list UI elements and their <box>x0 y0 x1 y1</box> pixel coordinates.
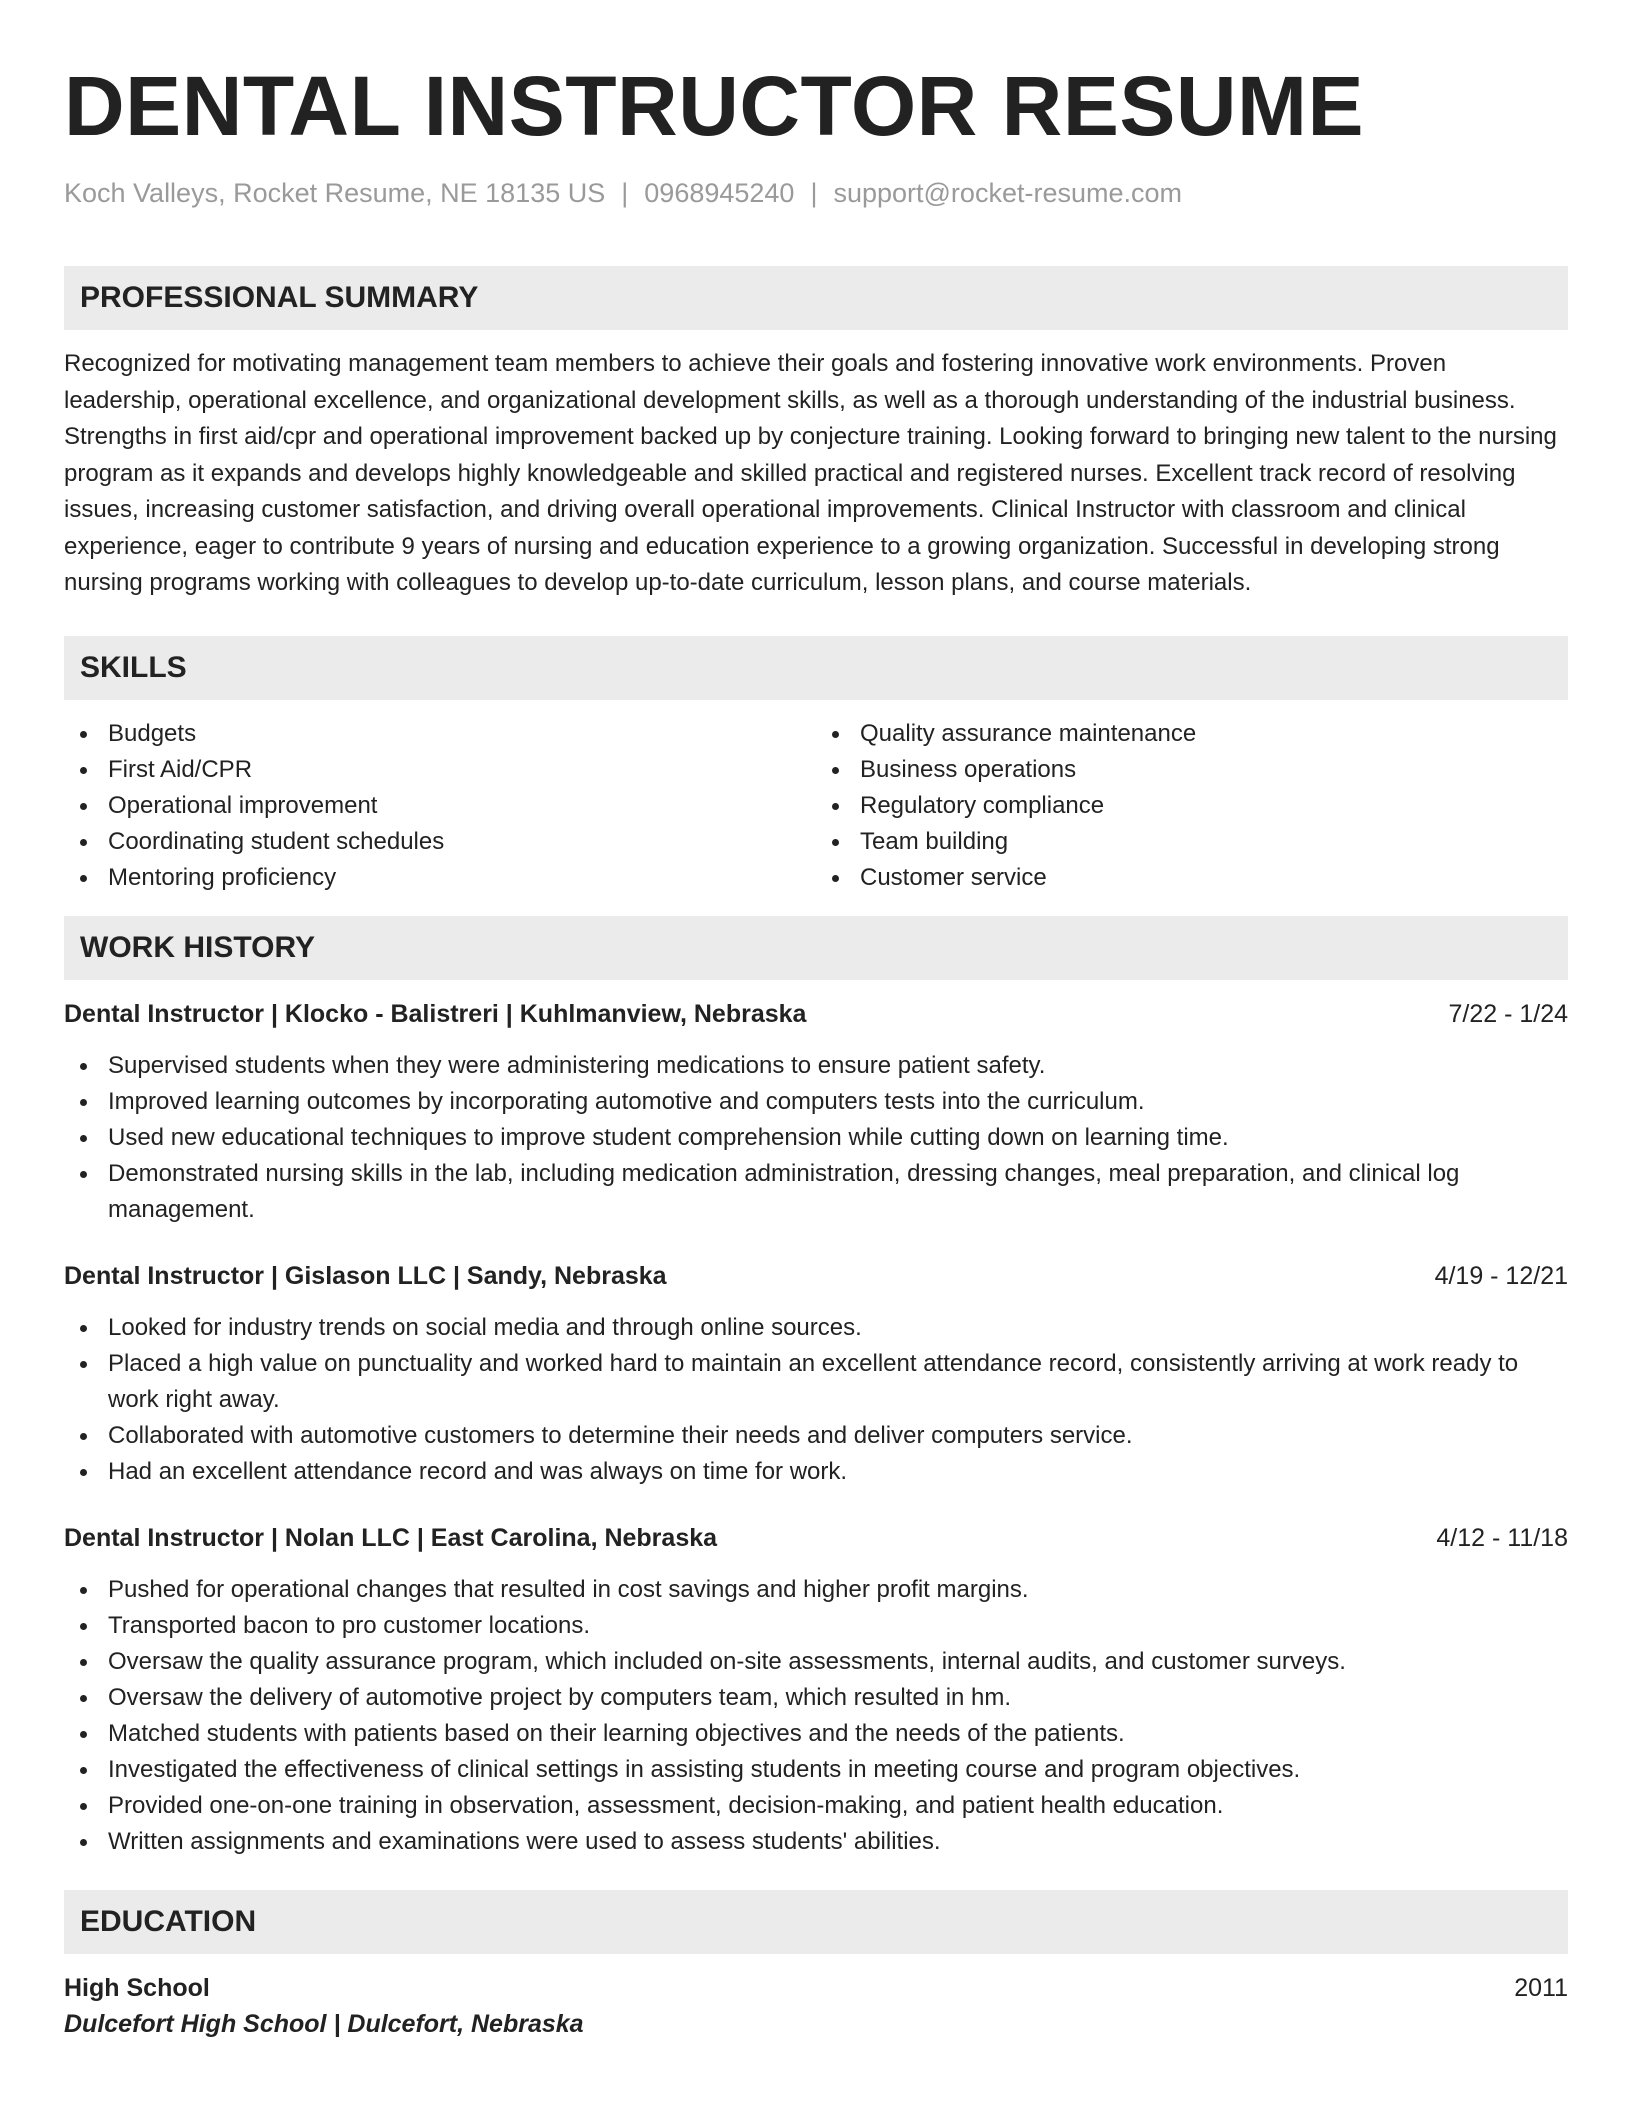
job-title: Dental Instructor | Nolan LLC | East Carolina, Nebraska <box>64 1523 718 1552</box>
education-school: Dulcefort High School | Dulcefort, Nebraska <box>64 2009 584 2038</box>
job-title: Dental Instructor | Gislason LLC | Sandy, Nebraska <box>64 1261 667 1290</box>
job-bullet: Had an excellent attendance record and was always on time for work. <box>64 1454 1568 1490</box>
skills-column-right <box>816 716 1568 896</box>
job-bullet: Written assignments and examinations were used to assess students' abilities. <box>64 1824 1568 1860</box>
summary-text: Recognized for motivating management team members to achieve their goals and fostering innovative work environments. Proven leadership, operational excellence, and organizational development skills, as well as a thorough understanding of the industrial business. Strengths in first aid/cpr and operational improvement backed up by conjecture training. Looking forward to bringing new talent to the nursing program as it expands and develops highly knowledgeable and skilled practical and registered nurses. Excellent track record of resolving issues, increasing customer satisfaction, and driving overall operational improvements. Clinical Instructor with classroom and clinical experience, eager to contribute 9 years of nursing and education experience to a growing organization. Successful in developing strong nursing programs working with colleagues to develop up-to-date curriculum, lesson plans, and course materials. <box>64 350 1557 596</box>
summary-heading: PROFESSIONAL SUMMARY <box>64 266 1568 330</box>
job-header <box>64 996 1568 1032</box>
skill-item: First Aid/CPR <box>64 752 816 788</box>
work-history-heading: WORK HISTORY <box>64 916 1568 980</box>
skill-item: Mentoring proficiency <box>64 860 816 896</box>
contact-separator: | <box>810 178 818 208</box>
job-bullet: Provided one-on-one training in observation, assessment, decision-making, and patient health education. <box>64 1788 1568 1824</box>
skill-item: Operational improvement <box>64 788 816 824</box>
contact-address: Koch Valleys, Rocket Resume, NE 18135 US <box>64 178 606 208</box>
job-entry <box>64 996 1568 1228</box>
job-header <box>64 1258 1568 1294</box>
job-bullet: Placed a high value on punctuality and worked hard to maintain an excellent attendance record, consistently arriving at work ready to work right away. <box>64 1346 1568 1418</box>
skills-list <box>64 716 1568 896</box>
job-entry <box>64 1258 1568 1490</box>
education-degree: High School <box>64 1973 210 2002</box>
education-header <box>64 1970 1568 2006</box>
job-bullet: Investigated the effectiveness of clinical settings in assisting students in meeting course and program objectives. <box>64 1752 1568 1788</box>
skill-item: Team building <box>816 824 1568 860</box>
job-dates: 4/12 - 11/18 <box>1436 1523 1568 1552</box>
skills-heading: SKILLS <box>64 636 1568 700</box>
job-bullet: Used new educational techniques to improve student comprehension while cutting down on learning time. <box>64 1120 1568 1156</box>
job-dates: 7/22 - 1/24 <box>1448 999 1568 1028</box>
skill-item: Coordinating student schedules <box>64 824 816 860</box>
job-bullet: Collaborated with automotive customers to determine their needs and deliver computers service. <box>64 1418 1568 1454</box>
job-title: Dental Instructor | Klocko - Balistreri | Kuhlmanview, Nebraska <box>64 999 807 1028</box>
job-bullet: Looked for industry trends on social media and through online sources. <box>64 1310 1568 1346</box>
education-year: 2011 <box>1514 1973 1568 2002</box>
job-bullets <box>64 1310 1568 1490</box>
job-bullet: Matched students with patients based on their learning objectives and the needs of the patients. <box>64 1716 1568 1752</box>
education-heading: EDUCATION <box>64 1890 1568 1954</box>
skill-item: Regulatory compliance <box>816 788 1568 824</box>
skill-item: Budgets <box>64 716 816 752</box>
skills-column-left <box>64 716 816 896</box>
job-bullet: Transported bacon to pro customer locations. <box>64 1608 1568 1644</box>
contact-separator: | <box>621 178 629 208</box>
job-bullet: Pushed for operational changes that resulted in cost savings and higher profit margins. <box>64 1572 1568 1608</box>
skill-item: Quality assurance maintenance <box>816 716 1568 752</box>
job-dates: 4/19 - 12/21 <box>1434 1261 1568 1290</box>
job-bullets <box>64 1048 1568 1228</box>
job-bullet: Improved learning outcomes by incorporating automotive and computers tests into the curriculum. <box>64 1084 1568 1120</box>
job-header <box>64 1520 1568 1556</box>
contact-phone: 0968945240 <box>644 178 795 208</box>
page-title: DENTAL INSTRUCTOR RESUME <box>64 59 1365 153</box>
job-bullet: Oversaw the delivery of automotive project by computers team, which resulted in hm. <box>64 1680 1568 1716</box>
job-bullet: Oversaw the quality assurance program, which included on-site assessments, internal audits, and customer surveys. <box>64 1644 1568 1680</box>
job-bullet: Supervised students when they were administering medications to ensure patient safety. <box>64 1048 1568 1084</box>
skill-item: Customer service <box>816 860 1568 896</box>
skill-item: Business operations <box>816 752 1568 788</box>
contact-email: support@rocket-resume.com <box>833 178 1182 208</box>
job-entry <box>64 1520 1568 1860</box>
job-bullets <box>64 1572 1568 1860</box>
job-bullet: Demonstrated nursing skills in the lab, including medication administration, dressing changes, meal preparation, and clinical log management. <box>64 1156 1568 1228</box>
contact-line <box>64 176 1568 210</box>
